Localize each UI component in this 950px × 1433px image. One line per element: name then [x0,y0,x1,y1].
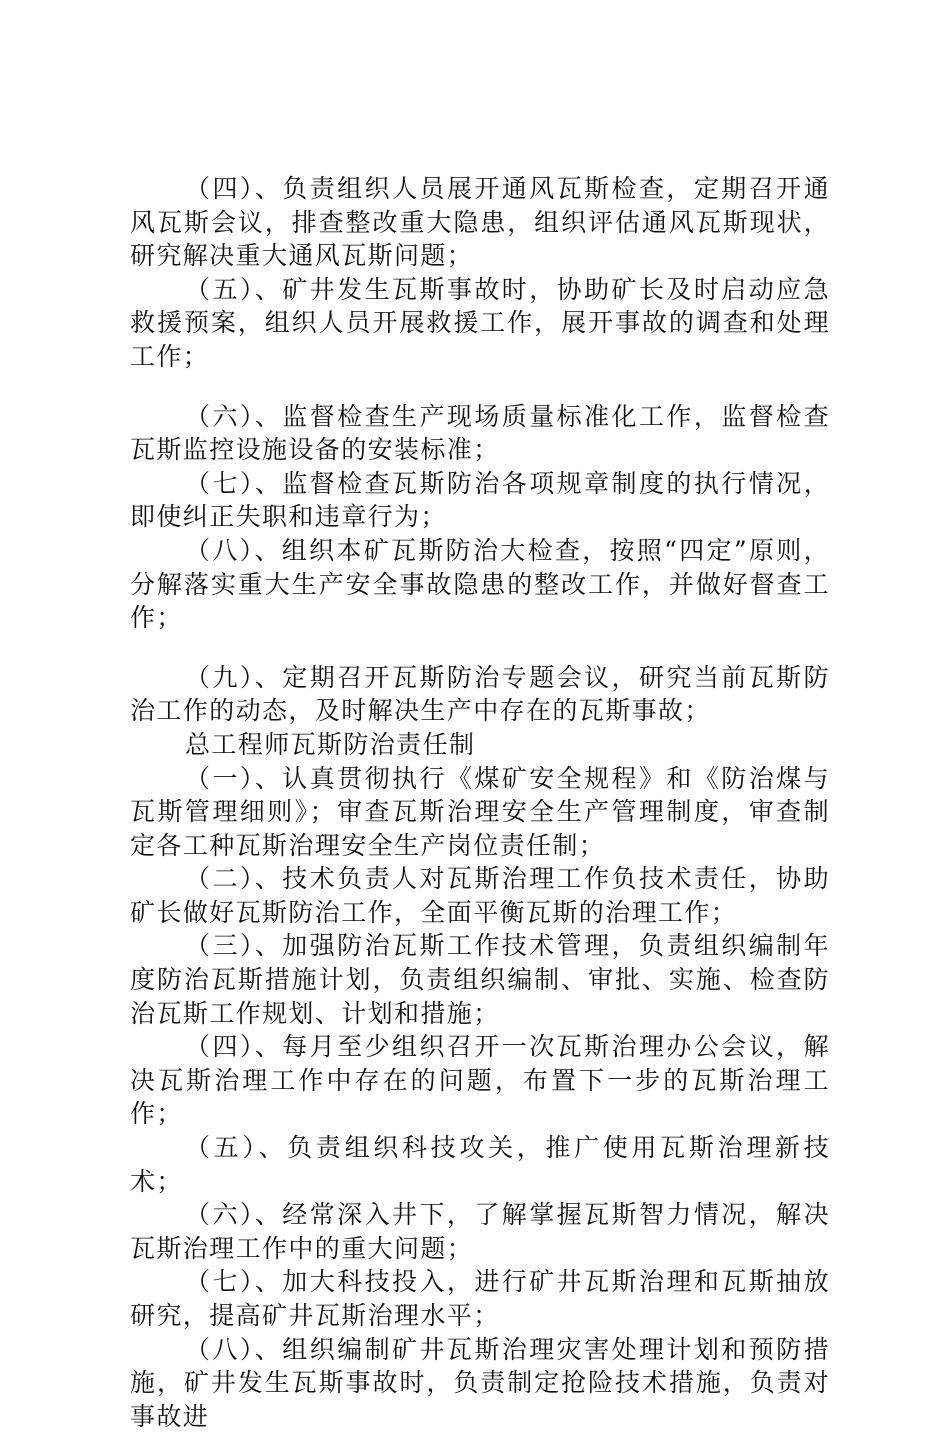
paragraph-6-quality-supervision: （六）、监督检查生产现场质量标准化工作，监督检查瓦斯监控设施设备的安装标准； [130,401,830,465]
paragraph-7-regulation-supervision: （七）、监督检查瓦斯防治各项规章制度的执行情况，即使纠正失职和违章行为； [130,468,830,532]
document-body [130,172,830,1433]
paragraph-3-technical-management: （三）、加强防治瓦斯工作技术管理，负责组织编制年度防治瓦斯措施计划，负责组织编制、审批、实施、检查防治瓦斯工作规划、计划和措施； [130,931,830,1028]
paragraph-1-implement-regulations: （一）、认真贯彻执行《煤矿安全规程》和《防治煤与瓦斯管理细则》；审查瓦斯治理安全生产管理制度，审查制定各工种瓦斯治理安全生产岗位责任制； [130,763,830,860]
paragraph-9-special-meeting: （九）、定期召开瓦斯防治专题会议，研究当前瓦斯防治工作的动态，及时解决生产中存在的瓦斯事故； [130,662,830,726]
paragraph-5-technology-research: （五）、负责组织科技攻关，推广使用瓦斯治理新技术； [130,1133,830,1196]
paragraph-2-technical-responsibility: （二）、技术负责人对瓦斯治理工作负技术责任，协助矿长做好瓦斯防治工作，全面平衡瓦斯的治理工作； [130,864,830,927]
paragraph-7-investment: （七）、加大科技投入，进行矿井瓦斯治理和瓦斯抽放研究，提高矿井瓦斯治理水平； [130,1267,830,1330]
paragraph-8-disaster-plan: （八）、组织编制矿井瓦斯治理灾害处理计划和预防措施，矿井发生瓦斯事故时，负责制定抢险技术措施，负责对事故进 [130,1334,830,1431]
paragraph-4-monthly-meeting: （四）、每月至少组织召开一次瓦斯治理办公会议，解决瓦斯治理工作中存在的问题，布置下一步的瓦斯治理工作； [130,1032,830,1129]
section-heading-chief-engineer: 总工程师瓦斯防治责任制 [185,729,476,759]
paragraph-8-major-inspection: （八）、组织本矿瓦斯防治大检查，按照“四定”原则，分解落实重大生产安全事故隐患的整改工作，并做好督查工作； [130,535,830,633]
paragraph-5-accident-rescue: （五）、矿井发生瓦斯事故时，协助矿长及时启动应急救援预案，组织人员开展救援工作，展开事故的调查和处理工作； [130,274,830,371]
paragraph-4-ventilation-inspection: （四）、负责组织人员展开通风瓦斯检查，定期召开通风瓦斯会议，排查整改重大隐患，组织评估通风瓦斯现状，研究解决重大通风瓦斯问题； [130,174,830,271]
paragraph-6-underground-visits: （六）、经常深入井下，了解掌握瓦斯智力情况，解决瓦斯治理工作中的重大问题； [130,1200,830,1263]
